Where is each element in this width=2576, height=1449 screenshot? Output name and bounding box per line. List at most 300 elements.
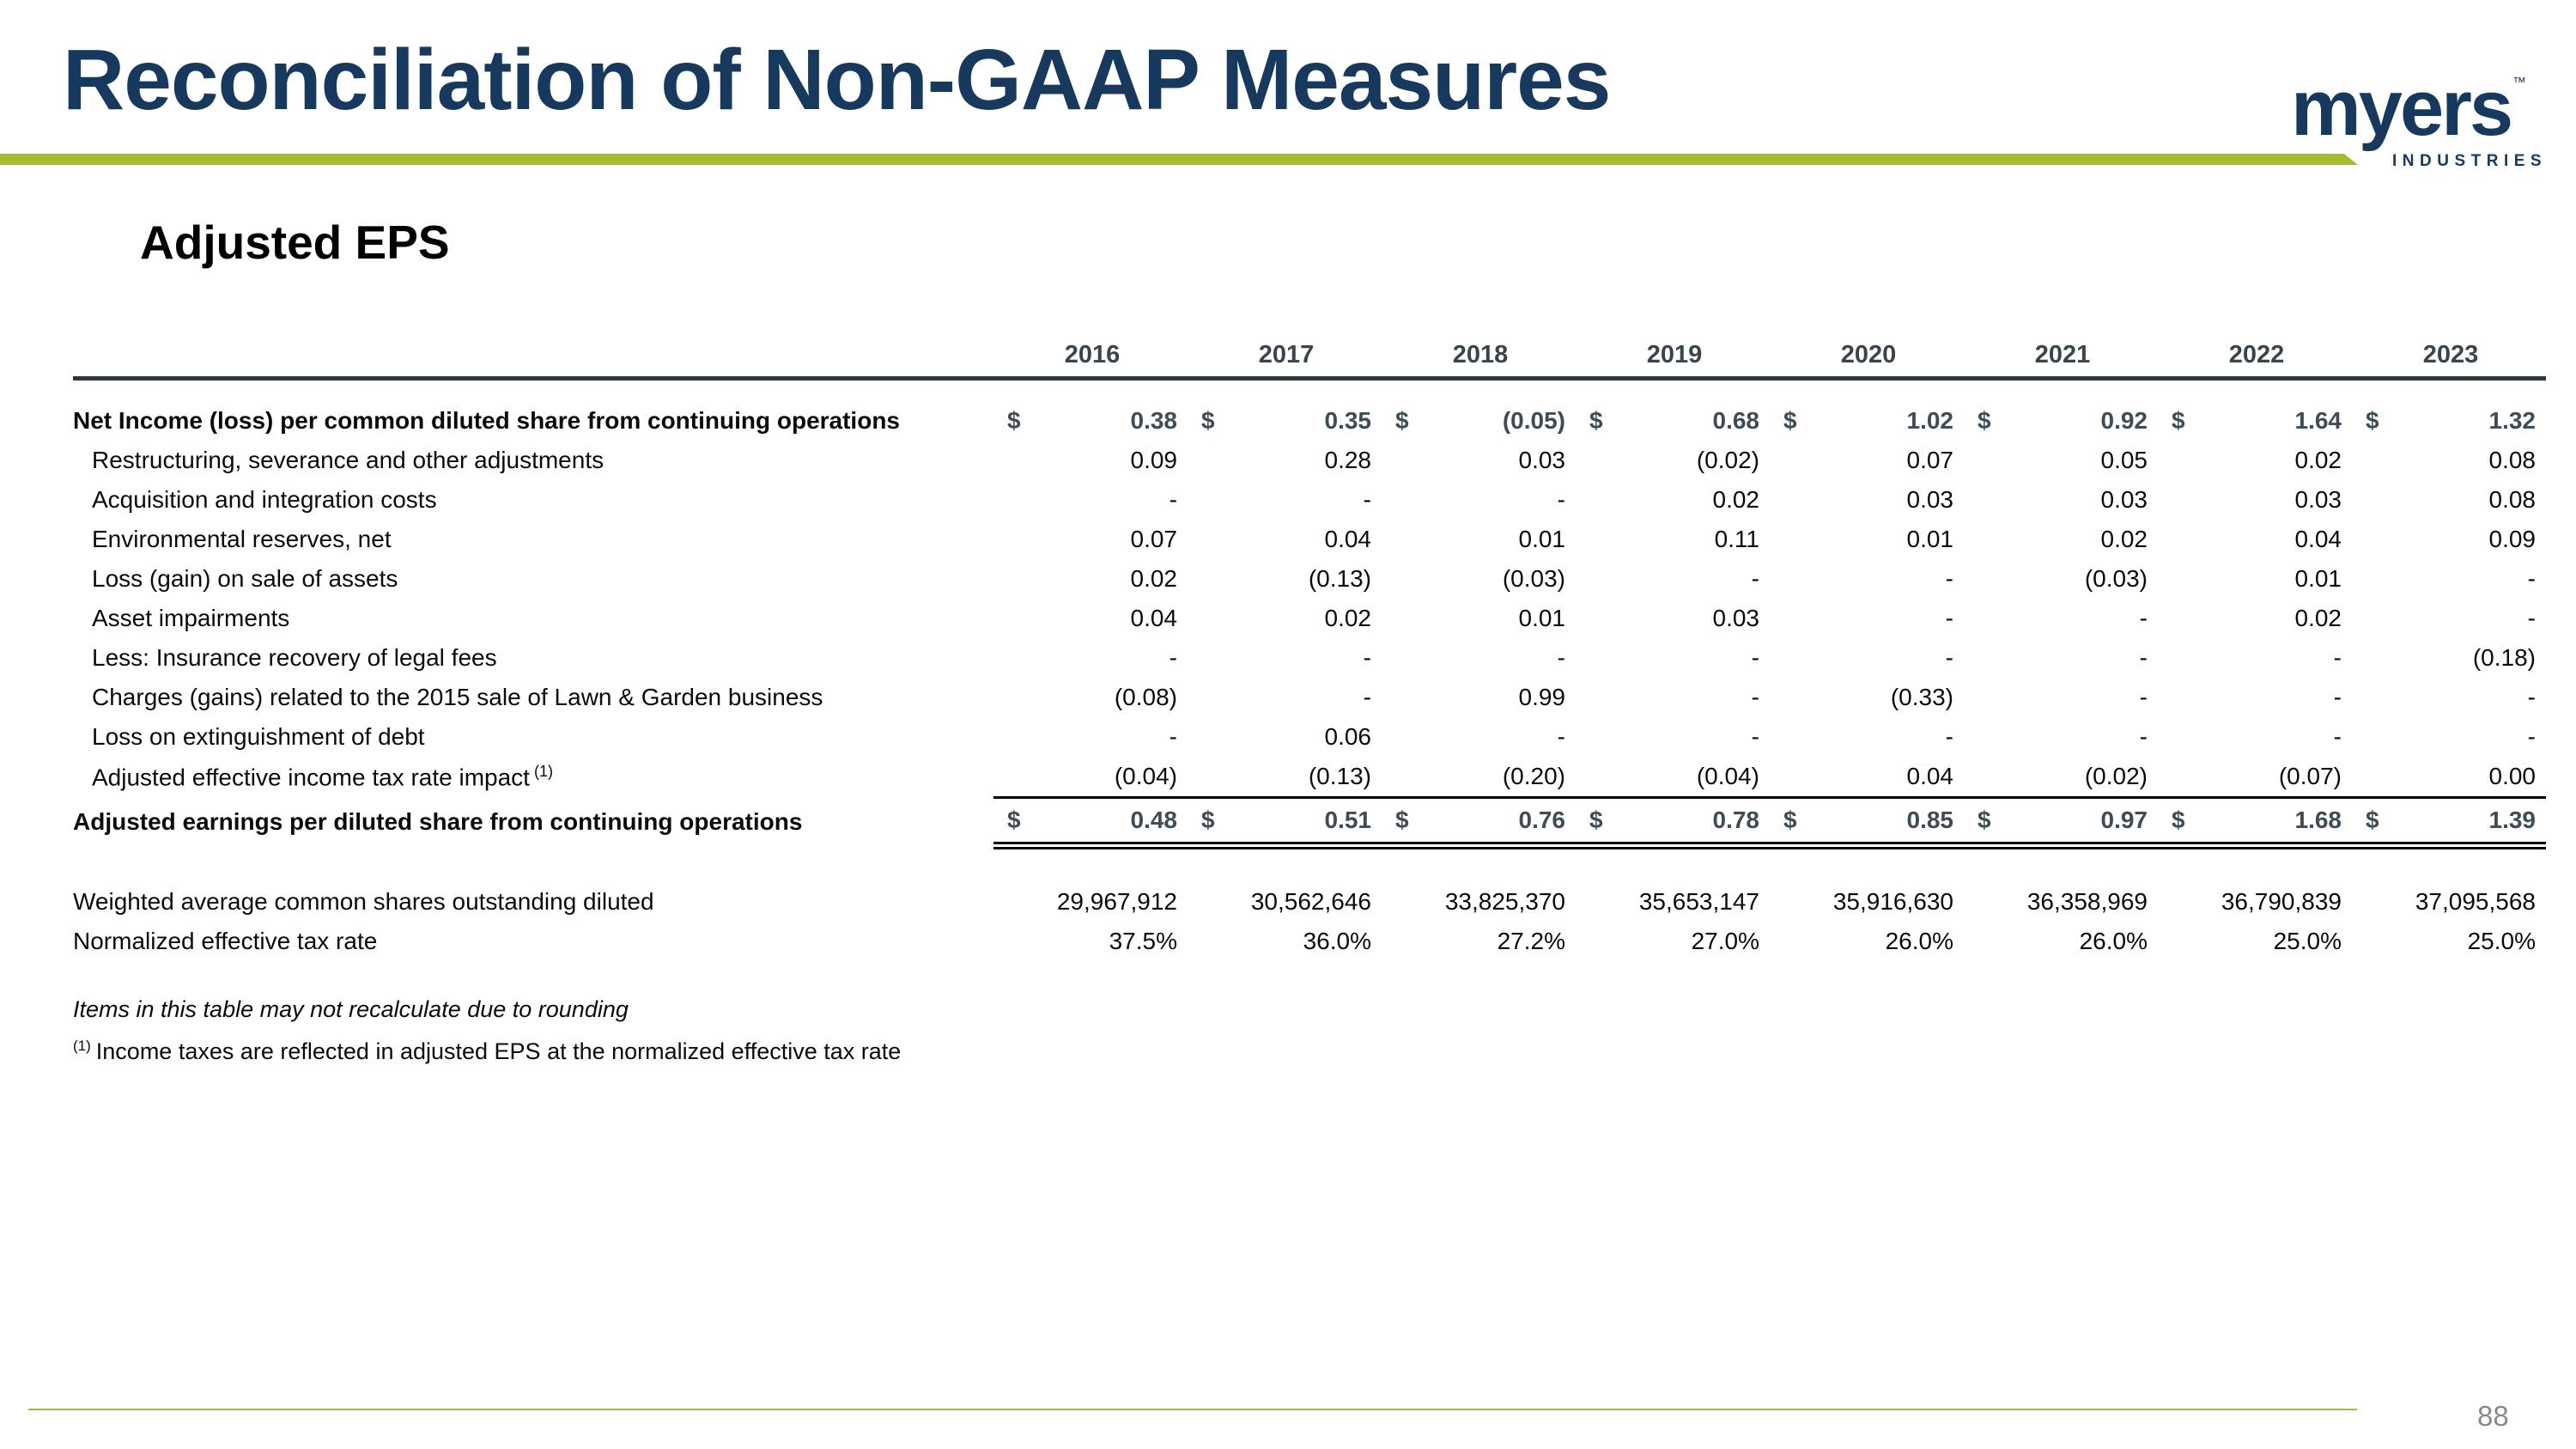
value-cell	[1770, 480, 1964, 520]
cell-content	[1770, 763, 1964, 790]
value-cell	[1964, 599, 2158, 638]
cell-content	[1188, 888, 1382, 916]
value-cell	[1382, 480, 1576, 520]
cell-value: 1.68	[2294, 807, 2342, 833]
cell-content	[1382, 723, 1576, 751]
value-cell	[993, 520, 1188, 559]
cell-content	[2158, 526, 2352, 553]
cell-content	[2158, 928, 2352, 955]
cell-content	[2352, 447, 2546, 474]
cell-value: (0.20)	[1502, 763, 1565, 789]
cell-content	[2352, 684, 2546, 711]
cell-value: 0.03	[1518, 447, 1565, 473]
table-header	[73, 320, 2546, 379]
value-cell	[993, 922, 1188, 961]
value-cell	[1576, 559, 1770, 599]
footnote-rounding: Items in this table may not recalculate due to rounding	[73, 996, 629, 1022]
row-label	[73, 480, 993, 520]
value-cell	[1576, 520, 1770, 559]
cell-value: -	[1751, 565, 1759, 592]
value-cell	[2352, 757, 2546, 798]
trademark-symbol: ™	[2512, 76, 2526, 90]
cell-value: 35,653,147	[1638, 888, 1759, 915]
cell-value: 27.2%	[1497, 928, 1565, 954]
row-label	[73, 401, 993, 441]
col-header-year: 2019	[1576, 320, 1770, 379]
cell-content	[1770, 565, 1964, 593]
cell-content	[1576, 644, 1770, 672]
value-cell	[2158, 882, 2352, 922]
cell-content	[993, 526, 1188, 553]
value-cell	[993, 757, 1188, 798]
value-cell	[1964, 798, 2158, 846]
cell-value: -	[1751, 684, 1759, 710]
cell-value: (0.04)	[1114, 763, 1177, 789]
cell-content	[1770, 605, 1964, 632]
value-cell	[1964, 882, 2158, 922]
row-label-text: Acquisition and integration costs	[92, 486, 437, 513]
cell-content	[1770, 888, 1964, 916]
spacer-cell	[73, 379, 2546, 402]
dollar-sign: $	[1589, 807, 1603, 833]
cell-value: (0.13)	[1308, 763, 1371, 789]
value-cell	[1576, 757, 1770, 798]
cell-value: 36,790,839	[2221, 888, 2342, 915]
row-label	[73, 520, 993, 559]
cell-content	[993, 605, 1188, 632]
cell-value: -	[2139, 684, 2148, 710]
value-cell	[2158, 922, 2352, 961]
cell-value: (0.33)	[1890, 684, 1953, 710]
row-label	[73, 441, 993, 480]
row-label-footnote-marker: (1)	[529, 763, 553, 781]
value-cell	[1382, 678, 1576, 717]
value-cell	[2352, 559, 2546, 599]
cell-content	[993, 486, 1188, 514]
cell-content	[1770, 526, 1964, 553]
cell-value: -	[1945, 565, 1953, 592]
cell-content	[1964, 684, 2158, 711]
value-cell	[1188, 757, 1382, 798]
cell-value: -	[1169, 723, 1177, 750]
cell-content	[1382, 888, 1576, 916]
value-cell	[1576, 638, 1770, 678]
cell-value: 0.04	[2294, 526, 2342, 552]
dollar-sign: $	[1395, 807, 1409, 833]
footnote-tax-text: Income taxes are reflected in adjusted EPS at the normalized effective tax rate	[95, 1038, 902, 1064]
cell-value: 0.08	[2488, 447, 2536, 473]
cell-content	[2352, 807, 2546, 834]
value-cell	[2352, 520, 2546, 559]
cell-value: 0.28	[1324, 447, 1371, 473]
cell-value: 0.09	[2488, 526, 2536, 552]
cell-value: (0.05)	[1502, 407, 1565, 434]
cell-content	[1770, 447, 1964, 474]
dollar-sign: $	[1589, 407, 1603, 434]
dollar-sign: $	[1007, 407, 1021, 434]
cell-value: 36,358,969	[2026, 888, 2148, 915]
value-cell	[2352, 678, 2546, 717]
value-cell	[1382, 638, 1576, 678]
cell-value: -	[1363, 684, 1371, 710]
cell-content	[1770, 723, 1964, 751]
cell-content	[2158, 763, 2352, 790]
cell-content	[1576, 407, 1770, 435]
row-label	[73, 559, 993, 599]
cell-value: 0.92	[2100, 407, 2148, 434]
row-label	[73, 678, 993, 717]
cell-content	[993, 407, 1188, 435]
cell-value: -	[2527, 684, 2536, 710]
cell-value: 30,562,646	[1250, 888, 1371, 915]
value-cell	[1964, 480, 2158, 520]
row-label-text: Less: Insurance recovery of legal fees	[92, 644, 497, 671]
cell-content	[1964, 486, 2158, 514]
cell-value: -	[2333, 644, 2342, 671]
footnote-tax	[73, 1038, 901, 1065]
dollar-sign: $	[1395, 407, 1409, 434]
cell-value: 25.0%	[2273, 928, 2342, 954]
cell-content	[1964, 928, 2158, 955]
cell-value: 0.01	[1518, 526, 1565, 552]
cell-content	[2352, 407, 2546, 435]
row-label-text: Loss on extinguishment of debt	[92, 723, 425, 750]
cell-value: 0.02	[1130, 565, 1177, 592]
cell-value: 0.03	[1712, 605, 1759, 631]
cell-value: -	[2527, 723, 2536, 750]
cell-value: 0.78	[1712, 807, 1759, 833]
cell-content	[1964, 407, 2158, 435]
cell-value: -	[1169, 486, 1177, 513]
cell-content	[1382, 763, 1576, 790]
cell-content	[1964, 526, 2158, 553]
cell-content	[1576, 888, 1770, 916]
cell-value: 0.07	[1906, 447, 1953, 473]
value-cell	[2352, 638, 2546, 678]
cell-value: -	[1363, 644, 1371, 671]
value-cell	[1576, 882, 1770, 922]
cell-value: -	[1557, 644, 1565, 671]
cell-content	[2158, 565, 2352, 593]
table-row	[73, 401, 2546, 441]
value-cell	[1382, 559, 1576, 599]
cell-content	[2352, 565, 2546, 593]
cell-value: 1.39	[2488, 807, 2536, 833]
cell-content	[2158, 684, 2352, 711]
cell-value: -	[1945, 644, 1953, 671]
cell-value: 0.68	[1712, 407, 1759, 434]
cell-value: 0.06	[1324, 723, 1371, 750]
cell-value: -	[1945, 723, 1953, 750]
cell-value: 35,916,630	[1832, 888, 1953, 915]
row-label	[73, 922, 993, 961]
value-cell	[1770, 599, 1964, 638]
cell-content	[993, 723, 1188, 751]
cell-content	[1770, 928, 1964, 955]
cell-value: -	[1945, 605, 1953, 631]
dollar-sign: $	[1007, 807, 1021, 833]
section-title: Adjusted EPS	[140, 216, 450, 269]
value-cell	[1770, 798, 1964, 846]
value-cell	[1188, 922, 1382, 961]
table-row	[73, 441, 2546, 480]
value-cell	[1964, 638, 2158, 678]
value-cell	[2352, 599, 2546, 638]
cell-content	[1188, 565, 1382, 593]
value-cell	[993, 441, 1188, 480]
value-cell	[2352, 882, 2546, 922]
cell-value: (0.03)	[1502, 565, 1565, 592]
cell-content	[993, 565, 1188, 593]
cell-content	[1770, 486, 1964, 514]
cell-value: 0.00	[2488, 763, 2536, 789]
col-header-year: 2023	[2352, 320, 2546, 379]
value-cell	[1770, 757, 1964, 798]
row-label	[73, 717, 993, 757]
cell-content	[2352, 888, 2546, 916]
cell-content	[1964, 723, 2158, 751]
cell-value: 0.01	[1906, 526, 1953, 552]
cell-value: (0.13)	[1308, 565, 1371, 592]
cell-content	[1188, 526, 1382, 553]
value-cell	[1964, 717, 2158, 757]
cell-value: (0.18)	[2472, 644, 2536, 671]
value-cell	[2352, 798, 2546, 846]
value-cell	[1382, 922, 1576, 961]
dollar-sign: $	[1978, 407, 1991, 434]
row-label-text: Weighted average common shares outstanding diluted	[73, 888, 654, 915]
cell-content	[1576, 723, 1770, 751]
cell-content	[2158, 644, 2352, 672]
year-header-row	[73, 320, 2546, 379]
row-label	[73, 599, 993, 638]
cell-content	[1770, 807, 1964, 834]
cell-content	[993, 763, 1188, 790]
value-cell	[1382, 882, 1576, 922]
cell-content	[993, 807, 1188, 834]
value-cell	[2158, 757, 2352, 798]
cell-value: 26.0%	[2079, 928, 2148, 954]
cell-content	[1576, 486, 1770, 514]
cell-value: 29,967,912	[1056, 888, 1177, 915]
row-label-text: Asset impairments	[92, 605, 290, 631]
cell-value: 0.76	[1518, 807, 1565, 833]
page-number: 88	[2477, 1400, 2509, 1432]
value-cell	[1576, 922, 1770, 961]
value-cell	[1964, 401, 2158, 441]
cell-content	[993, 888, 1188, 916]
cell-value: 37.5%	[1109, 928, 1177, 954]
cell-value: 0.38	[1130, 407, 1177, 434]
value-cell	[2158, 441, 2352, 480]
col-header-year: 2022	[2158, 320, 2352, 379]
value-cell	[2158, 480, 2352, 520]
row-label-text: Restructuring, severance and other adjustments	[92, 447, 605, 473]
col-header-year: 2016	[993, 320, 1188, 379]
value-cell	[1770, 520, 1964, 559]
cell-value: 37,095,568	[2415, 888, 2536, 915]
cell-value: -	[2139, 605, 2148, 631]
spacer-row	[73, 379, 2546, 402]
row-label-text: Loss (gain) on sale of assets	[92, 565, 398, 592]
cell-content	[1576, 807, 1770, 834]
cell-value: 0.99	[1518, 684, 1565, 710]
cell-value: 0.85	[1906, 807, 1953, 833]
value-cell	[993, 638, 1188, 678]
cell-content	[1964, 888, 2158, 916]
cell-value: 0.97	[2100, 807, 2148, 833]
table-row	[73, 922, 2546, 961]
cell-value: 0.04	[1324, 526, 1371, 552]
cell-content	[1188, 486, 1382, 514]
cell-content	[1964, 447, 2158, 474]
dollar-sign: $	[2172, 807, 2185, 833]
value-cell	[993, 678, 1188, 717]
cell-value: -	[1363, 486, 1371, 513]
value-cell	[1188, 401, 1382, 441]
cell-value: 0.02	[1324, 605, 1371, 631]
dollar-sign: $	[1978, 807, 1991, 833]
cell-content	[1964, 605, 2158, 632]
cell-content	[2158, 888, 2352, 916]
cell-value: (0.07)	[2278, 763, 2342, 789]
cell-content	[1964, 565, 2158, 593]
value-cell	[1770, 678, 1964, 717]
cell-content	[1770, 684, 1964, 711]
value-cell	[2158, 559, 2352, 599]
cell-value: -	[2139, 644, 2148, 671]
value-cell	[1188, 441, 1382, 480]
dollar-sign: $	[1201, 807, 1215, 833]
logo-sub-text: INDUSTRIES	[2392, 152, 2548, 170]
cell-value: 0.02	[2294, 447, 2342, 473]
row-label-text: Environmental reserves, net	[92, 526, 392, 552]
cell-content	[2352, 928, 2546, 955]
table-row	[73, 798, 2546, 846]
cell-content	[1188, 447, 1382, 474]
row-label	[73, 638, 993, 678]
value-cell	[1188, 882, 1382, 922]
cell-value: 0.35	[1324, 407, 1371, 434]
row-label	[73, 882, 993, 922]
value-cell	[993, 717, 1188, 757]
title-accent-bar	[0, 154, 2358, 165]
cell-content	[1188, 763, 1382, 790]
table-row	[73, 599, 2546, 638]
value-cell	[2352, 441, 2546, 480]
cell-content	[1188, 807, 1382, 834]
value-cell	[1576, 480, 1770, 520]
cell-value: 0.01	[2294, 565, 2342, 592]
value-cell	[2158, 717, 2352, 757]
value-cell	[2158, 678, 2352, 717]
cell-value: (0.08)	[1114, 684, 1177, 710]
dollar-sign: $	[1783, 807, 1797, 833]
value-cell	[1964, 757, 2158, 798]
cell-content	[1382, 526, 1576, 553]
row-label-text: Normalized effective tax rate	[73, 928, 378, 954]
cell-value: 25.0%	[2467, 928, 2536, 954]
cell-value: -	[1169, 644, 1177, 671]
cell-content	[1188, 605, 1382, 632]
table-body	[73, 379, 2546, 962]
value-cell	[2158, 798, 2352, 846]
value-cell	[1770, 401, 1964, 441]
cell-content	[1382, 565, 1576, 593]
cell-value: 0.03	[2294, 486, 2342, 513]
cell-value: 0.48	[1130, 807, 1177, 833]
cell-content	[2352, 605, 2546, 632]
cell-content	[1382, 407, 1576, 435]
page-title: Reconciliation of Non-GAAP Measures	[63, 32, 1611, 128]
cell-content	[2158, 447, 2352, 474]
dollar-sign: $	[2172, 407, 2185, 434]
footnote-marker: (1)	[73, 1038, 91, 1054]
value-cell	[1188, 480, 1382, 520]
table-row	[73, 717, 2546, 757]
cell-value: 0.02	[2294, 605, 2342, 631]
dollar-sign: $	[2366, 807, 2379, 833]
cell-content	[993, 644, 1188, 672]
value-cell	[1188, 559, 1382, 599]
value-cell	[1382, 401, 1576, 441]
cell-value: 0.51	[1324, 807, 1371, 833]
cell-value: 27.0%	[1691, 928, 1759, 954]
value-cell	[1382, 757, 1576, 798]
cell-value: -	[2139, 723, 2148, 750]
cell-value: (0.02)	[2084, 763, 2148, 789]
cell-content	[1188, 407, 1382, 435]
cell-content	[1188, 644, 1382, 672]
value-cell	[1576, 599, 1770, 638]
cell-value: 0.04	[1906, 763, 1953, 789]
value-cell	[1964, 520, 2158, 559]
value-cell	[1188, 599, 1382, 638]
row-label-text: Charges (gains) related to the 2015 sale of Lawn & Garden business	[92, 684, 823, 710]
cell-content	[2352, 644, 2546, 672]
cell-content	[1576, 447, 1770, 474]
cell-content	[1382, 928, 1576, 955]
cell-value: 0.04	[1130, 605, 1177, 631]
cell-value: 0.03	[1906, 486, 1953, 513]
row-label-text: Adjusted effective income tax rate impact	[92, 764, 530, 791]
value-cell	[1964, 922, 2158, 961]
cell-content	[993, 928, 1188, 955]
value-cell	[1770, 717, 1964, 757]
row-label	[73, 798, 993, 846]
spacer-cell	[73, 846, 2546, 883]
cell-value: 0.07	[1130, 526, 1177, 552]
value-cell	[1770, 638, 1964, 678]
cell-content	[1770, 644, 1964, 672]
cell-content	[1576, 684, 1770, 711]
cell-value: -	[2527, 605, 2536, 631]
value-cell	[993, 559, 1188, 599]
table-row	[73, 882, 2546, 922]
cell-content	[1382, 605, 1576, 632]
value-cell	[993, 882, 1188, 922]
col-header-year: 2020	[1770, 320, 1964, 379]
value-cell	[2352, 717, 2546, 757]
cell-content	[1382, 486, 1576, 514]
value-cell	[1576, 798, 1770, 846]
value-cell	[2158, 638, 2352, 678]
cell-content	[1964, 807, 2158, 834]
value-cell	[1576, 717, 1770, 757]
value-cell	[1770, 441, 1964, 480]
row-label-text: Net Income (loss) per common diluted share from continuing operations	[73, 407, 900, 434]
value-cell	[1964, 678, 2158, 717]
